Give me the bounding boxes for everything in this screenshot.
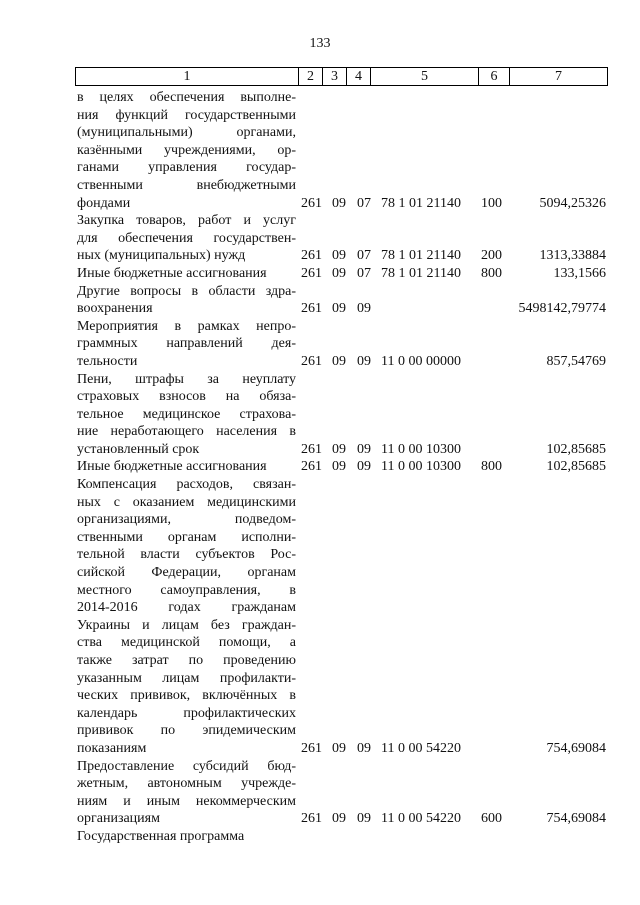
description-line: указанным лицам профилакти- [77, 670, 296, 686]
cell-c7: 5094,25326 [539, 195, 606, 211]
table-row [77, 318, 608, 371]
cell-c2: 261 [301, 301, 322, 317]
row-description [77, 828, 296, 846]
header-col-6: 6 [479, 68, 510, 86]
description-line: Компенсация расходов, связан- [77, 477, 296, 493]
cell-c3: 09 [332, 459, 346, 475]
header-col-1: 1 [76, 68, 299, 86]
description-line: ственными органам исполни- [77, 529, 296, 545]
cell-c6: 100 [481, 195, 502, 211]
cell-c4: 09 [357, 441, 371, 457]
description-line: сийской Федерации, органам [77, 565, 296, 581]
cell-c5: 78 1 01 21140 [381, 248, 461, 264]
row-description [77, 458, 296, 476]
cell-c2: 261 [301, 195, 322, 211]
page-number: 133 [309, 36, 331, 51]
description-line: также затрат по проведению [77, 653, 296, 668]
description-line: Пени, штрафы за неуплату [77, 371, 296, 387]
table-row [77, 283, 608, 318]
cell-c2: 261 [301, 740, 322, 756]
cell-c5: 11 0 00 00000 [381, 353, 461, 369]
description-line: Мероприятия в рамках непро- [77, 318, 296, 334]
cell-c5: 11 0 00 54220 [381, 740, 461, 756]
cell-c3: 09 [332, 441, 346, 457]
cell-c4: 07 [357, 265, 371, 281]
budget-table-body [77, 89, 608, 846]
cell-c6: 800 [481, 265, 502, 281]
description-line: Предоставление субсидий бюд- [77, 758, 296, 774]
description-line: организациями, подведом- [77, 512, 296, 528]
description-line: казёнными учреждениями, ор- [77, 142, 296, 158]
cell-c7: 5498142,79774 [518, 301, 606, 317]
cell-c2: 261 [301, 811, 322, 827]
table-row [77, 758, 608, 828]
description-line: жетным, автономным учрежде- [77, 776, 296, 792]
row-description [77, 89, 296, 212]
cell-c2: 261 [301, 265, 322, 281]
cell-c2: 261 [301, 441, 322, 457]
description-line: организациям [77, 811, 160, 827]
description-line: граммных направлений дея- [77, 336, 296, 352]
cell-c6: 600 [481, 811, 502, 827]
table-row [77, 458, 608, 476]
row-description [77, 283, 296, 318]
row-description [77, 212, 296, 265]
description-line: ниям и иным некоммерческим [77, 793, 296, 809]
description-line: календарь профилактических [77, 705, 296, 721]
description-line: тельное медицинское страхова- [77, 406, 296, 422]
description-line: Украины и лицам без граждан- [77, 617, 296, 633]
cell-c4: 07 [357, 248, 371, 264]
description-line: ческих прививок, включённых в [77, 688, 296, 704]
row-description [77, 265, 296, 283]
header-col-5: 5 [371, 68, 479, 86]
cell-c7: 102,85685 [546, 459, 606, 475]
table-row [77, 371, 608, 459]
description-line: ния функций государственными [77, 107, 296, 123]
description-line: страховых взносов на обяза- [77, 389, 296, 405]
cell-c5: 11 0 00 10300 [381, 459, 461, 475]
cell-c7: 754,69084 [546, 740, 606, 756]
table-row [77, 476, 608, 758]
cell-c5: 78 1 01 21140 [381, 265, 461, 281]
cell-c5: 78 1 01 21140 [381, 195, 461, 211]
description-line: ганами управления государ- [77, 160, 296, 176]
description-line: ных (муниципальных) нужд [77, 248, 246, 264]
cell-c3: 09 [332, 811, 346, 827]
row-description [77, 371, 296, 459]
column-header-table [75, 67, 608, 86]
cell-c4: 09 [357, 740, 371, 756]
description-line: тельной власти субъектов Рос- [77, 547, 296, 563]
cell-c2: 261 [301, 248, 322, 264]
description-line: в целях обеспечения выполне- [77, 90, 296, 105]
cell-c7: 1313,33884 [539, 248, 606, 264]
description-line: тельности [77, 353, 138, 369]
description-line: 2014-2016 годах гражданам [77, 600, 296, 616]
cell-c4: 09 [357, 811, 371, 827]
row-description [77, 318, 296, 371]
cell-c3: 09 [332, 301, 346, 317]
description-line: (муниципальными) органами, [77, 125, 296, 141]
description-line: ства медицинской помощи, а [77, 635, 296, 651]
description-line: местного самоуправления, в [77, 582, 296, 598]
row-description [77, 476, 296, 758]
cell-c4: 09 [357, 353, 371, 369]
description-line: фондами [77, 195, 131, 211]
description-line: Другие вопросы в области здра- [77, 283, 296, 299]
cell-c6: 800 [481, 459, 502, 475]
table-row [77, 265, 608, 283]
cell-c2: 261 [301, 459, 322, 475]
cell-c4: 07 [357, 195, 371, 211]
cell-c2: 261 [301, 353, 322, 369]
header-col-7: 7 [510, 68, 608, 86]
cell-c6: 200 [481, 248, 502, 264]
description-line: Иные бюджетные ассигнования [77, 265, 267, 281]
cell-c7: 133,1566 [553, 265, 606, 281]
cell-c7: 754,69084 [546, 811, 606, 827]
description-line: Иные бюджетные ассигнования [77, 459, 267, 475]
header-col-3: 3 [323, 68, 347, 86]
header-col-2: 2 [299, 68, 323, 86]
description-line: для обеспечения государствен- [77, 230, 296, 246]
description-line: ние неработающего населения в [77, 424, 296, 440]
description-line: Государственная программа [77, 828, 245, 844]
cell-c3: 09 [332, 265, 346, 281]
description-line: показаниям [77, 740, 147, 756]
cell-c5: 11 0 00 10300 [381, 441, 461, 457]
description-line: прививок по эпидемическим [77, 723, 296, 739]
description-line: воохранения [77, 301, 153, 317]
header-col-4: 4 [347, 68, 371, 86]
cell-c4: 09 [357, 459, 371, 475]
cell-c3: 09 [332, 353, 346, 369]
table-row [77, 212, 608, 265]
cell-c4: 09 [357, 301, 371, 317]
description-line: установленный срок [77, 441, 200, 457]
description-line: Закупка товаров, работ и услуг [77, 213, 296, 229]
cell-c5: 11 0 00 54220 [381, 811, 461, 827]
table-row [77, 89, 608, 212]
description-line: ных с оказанием медицинскими [77, 494, 296, 510]
cell-c7: 102,85685 [546, 441, 606, 457]
cell-c7: 857,54769 [546, 353, 606, 369]
cell-c3: 09 [332, 740, 346, 756]
cell-c3: 09 [332, 248, 346, 264]
row-description [77, 758, 296, 828]
table-row [77, 828, 608, 846]
description-line: ственными внебюджетными [77, 177, 296, 193]
cell-c3: 09 [332, 195, 346, 211]
